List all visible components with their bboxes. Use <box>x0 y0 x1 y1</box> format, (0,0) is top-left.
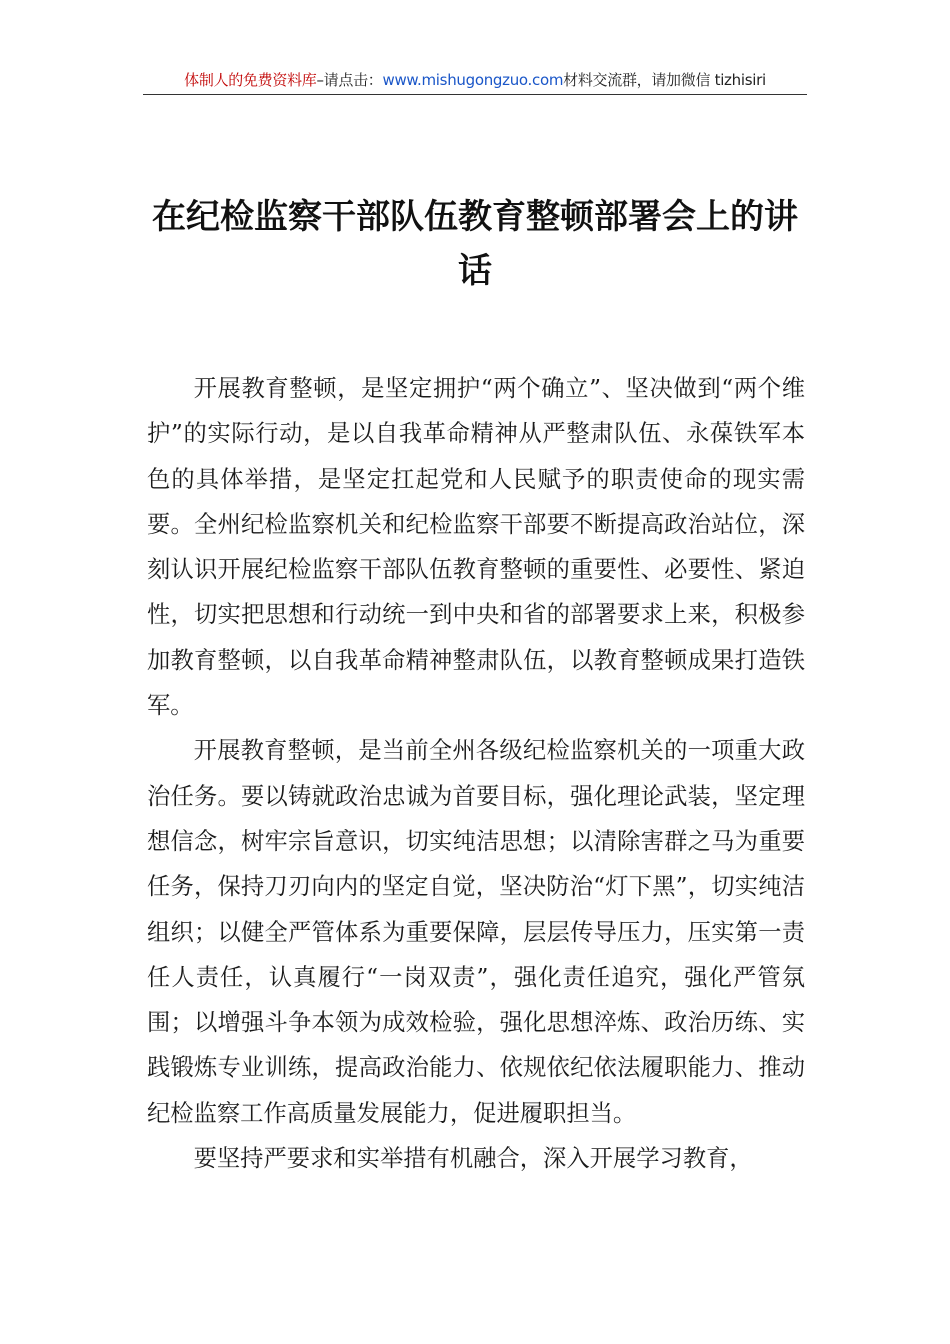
header-link[interactable]: www.mishugongzuo.com <box>382 71 564 89</box>
header-brand: 体制人的免费资料库 <box>184 71 317 89</box>
header-contact: 材料交流群，请加微信 tizhisiri <box>563 71 766 89</box>
document-body <box>147 366 805 1181</box>
paragraph-1: 开展教育整顿，是坚定拥护“两个确立”、坚决做到“两个维护”的实际行动，是以自我革命精神从严整肃队伍、永葆铁军本色的具体举措，是坚定扛起党和人民赋予的职责使命的现实需要。全州纪检监察机关和纪检监察干部要不断提高政治站位，深刻认识开展纪检监察干部队伍教育整顿的重要性、必要性、紧迫性，切实把思想和行动统一到中央和省的部署要求上来，积极参加教育整顿，以自我革命精神整肃队伍，以教育整顿成果打造铁军。 <box>147 375 805 720</box>
document-title: 在纪检监察干部队伍教育整顿部署会上的讲话 <box>152 197 798 291</box>
paragraph-3: 要坚持严要求和实举措有机融合，深入开展学习教育， <box>193 1145 753 1173</box>
paragraph-2: 开展教育整顿，是当前全州各级纪检监察机关的一项重大政治任务。要以铸就政治忠诚为首要目标，强化理论武装，坚定理想信念，树牢宗旨意识，切实纯洁思想；以清除害群之马为重要任务，保持刀刃向内的坚定自觉，坚决防治“灯下黑”，切实纯洁组织；以健全严管体系为重要保障，层层传导压力，压实第一责任人责任，认真履行“一岗双责”，强化责任追究，强化严管氛围；以增强斗争本领为成效检验，强化思想淬炼、政治历练、实践锻炼专业训练，提高政治能力、依规依纪依法履职能力、推动纪检监察工作高质量发展能力，促进履职担当。 <box>147 737 805 1127</box>
page-header <box>143 66 807 95</box>
header-prompt: –请点击： <box>316 71 383 89</box>
